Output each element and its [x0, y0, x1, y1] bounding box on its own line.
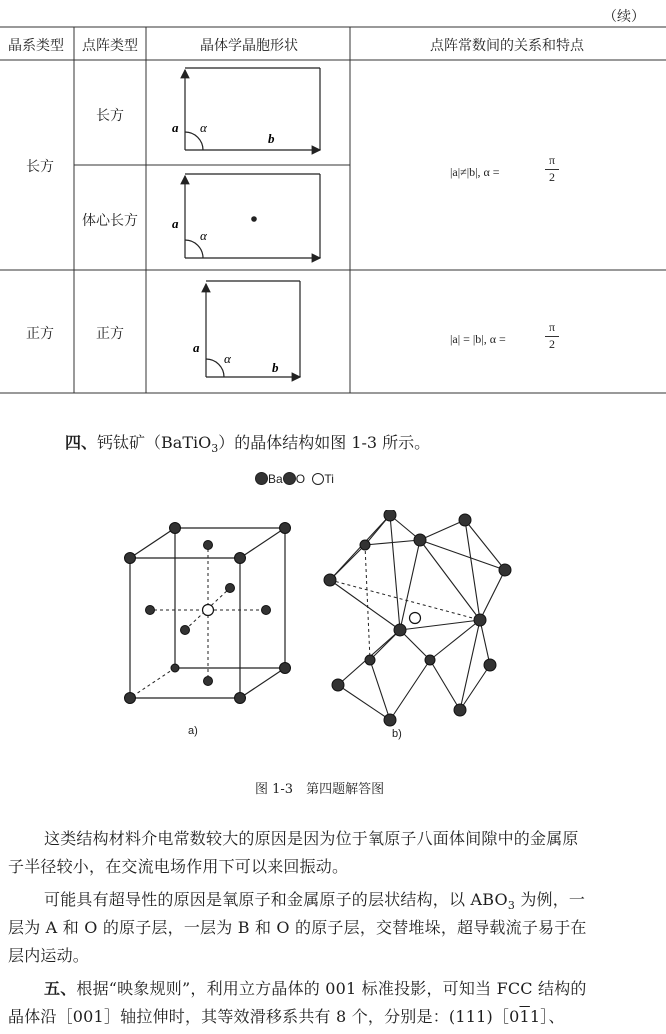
sq-label-a: a: [193, 340, 200, 355]
continued-label: （续）: [603, 9, 645, 25]
figure-b-label: b): [392, 728, 402, 740]
formula-square: [450, 332, 506, 347]
section-four-text-before: 钙钛矿（BaTiO: [97, 433, 212, 452]
section-four-text-after: ）的晶体结构如图 1-3 所示。: [218, 433, 431, 452]
formula-square-denominator: 2: [549, 337, 555, 351]
section-five-line2-end: 1］、: [529, 1007, 565, 1026]
para2-line1-before: 可能具有超导性的原因是氧原子和金属原子的层状结构，以 ABO: [44, 890, 508, 909]
legend-ti-label: Ti: [324, 472, 334, 486]
cell-system-square: 正方: [26, 326, 54, 342]
sq-label-alpha: α: [224, 351, 231, 366]
formula-square-left: |a| = |b|, α =: [450, 332, 506, 346]
figure-a-label: a): [188, 725, 198, 737]
sq-label-b: b: [272, 360, 279, 375]
section-five-line2-text: 晶体沿［001］轴拉伸时，其等效滑移系共有 8 个，分别是：(111)［0: [8, 1007, 520, 1026]
section-four-number: 四、: [65, 433, 98, 452]
body-centered-cell-diagram: [185, 174, 320, 258]
formula-rectangular: [450, 165, 500, 180]
formula-square-fraction: [545, 320, 559, 352]
figure-a-perovskite-cell: [120, 505, 300, 725]
cell-lattice-body-centered: 体心长方: [82, 213, 138, 229]
formula-rectangular-numerator: π: [548, 153, 556, 167]
formula-rectangular-fraction: [545, 153, 559, 185]
formula-rectangular-left: |a|≠|b|, α =: [450, 165, 500, 179]
figure-b-octahedra: [310, 510, 520, 735]
para1-line2: 子半径较小，在交流电场作用下可以来回振动。: [8, 857, 349, 876]
para2-line1-subscript: 3: [507, 899, 516, 913]
section-five-line2-bar: 1: [519, 1007, 530, 1026]
bc-label-a: a: [172, 216, 179, 231]
section-four-heading: [65, 430, 430, 455]
legend-o-label: O: [295, 472, 306, 486]
body-center-atom: [251, 216, 257, 222]
figure-caption: 图 1-3 第四题解答图: [255, 782, 385, 797]
square-cell-diagram: [206, 281, 300, 377]
section-five-number: 五、: [44, 979, 77, 998]
rectangular-cell-diagram: [185, 68, 320, 150]
legend-ti-marker: [312, 473, 324, 485]
cell-lattice-square: 正方: [96, 326, 124, 342]
formula-rectangular-denominator: 2: [549, 170, 555, 184]
formula-square-numerator: π: [548, 320, 556, 334]
para2-line2: 层为 A 和 O 的原子层，一层为 B 和 O 的原子层，交替堆垛，超导载流子易于在: [8, 918, 587, 937]
para1-line1: 这类结构材料介电常数较大的原因是因为位于氧原子八面体间隙中的金属原: [44, 829, 579, 848]
section-four-subscript: 3: [211, 442, 219, 456]
rect-label-alpha: α: [200, 120, 207, 135]
rect-label-a: a: [172, 120, 179, 135]
figure-legend: [255, 472, 334, 486]
legend-ba-label: Ba: [268, 472, 283, 486]
cell-shape-diagrams: [160, 62, 340, 392]
cell-lattice-rectangular: 长方: [96, 108, 124, 124]
header-crystal-system: 晶系类型: [8, 38, 64, 54]
para2-line3: 层内运动。: [8, 946, 90, 965]
cell-system-rectangular: 长方: [26, 159, 54, 175]
section-five-line1-text: 根据“映象规则”，利用立方晶体的 001 标准投影，可知当 FCC 结构的: [76, 979, 587, 998]
legend-o-marker: [283, 472, 296, 485]
header-lattice-type: 点阵类型: [82, 38, 138, 54]
section-five-line1: [44, 975, 587, 1003]
section-five-line2: [8, 1003, 565, 1031]
legend-ba-marker: [255, 472, 268, 485]
header-cell-shape: 晶体学晶胞形状: [200, 38, 298, 54]
header-lattice-relations: 点阵常数间的关系和特点: [430, 38, 584, 54]
para2-line1-after: 为例，一: [515, 890, 586, 909]
rect-label-b: b: [268, 131, 275, 146]
bc-label-alpha: α: [200, 228, 207, 243]
